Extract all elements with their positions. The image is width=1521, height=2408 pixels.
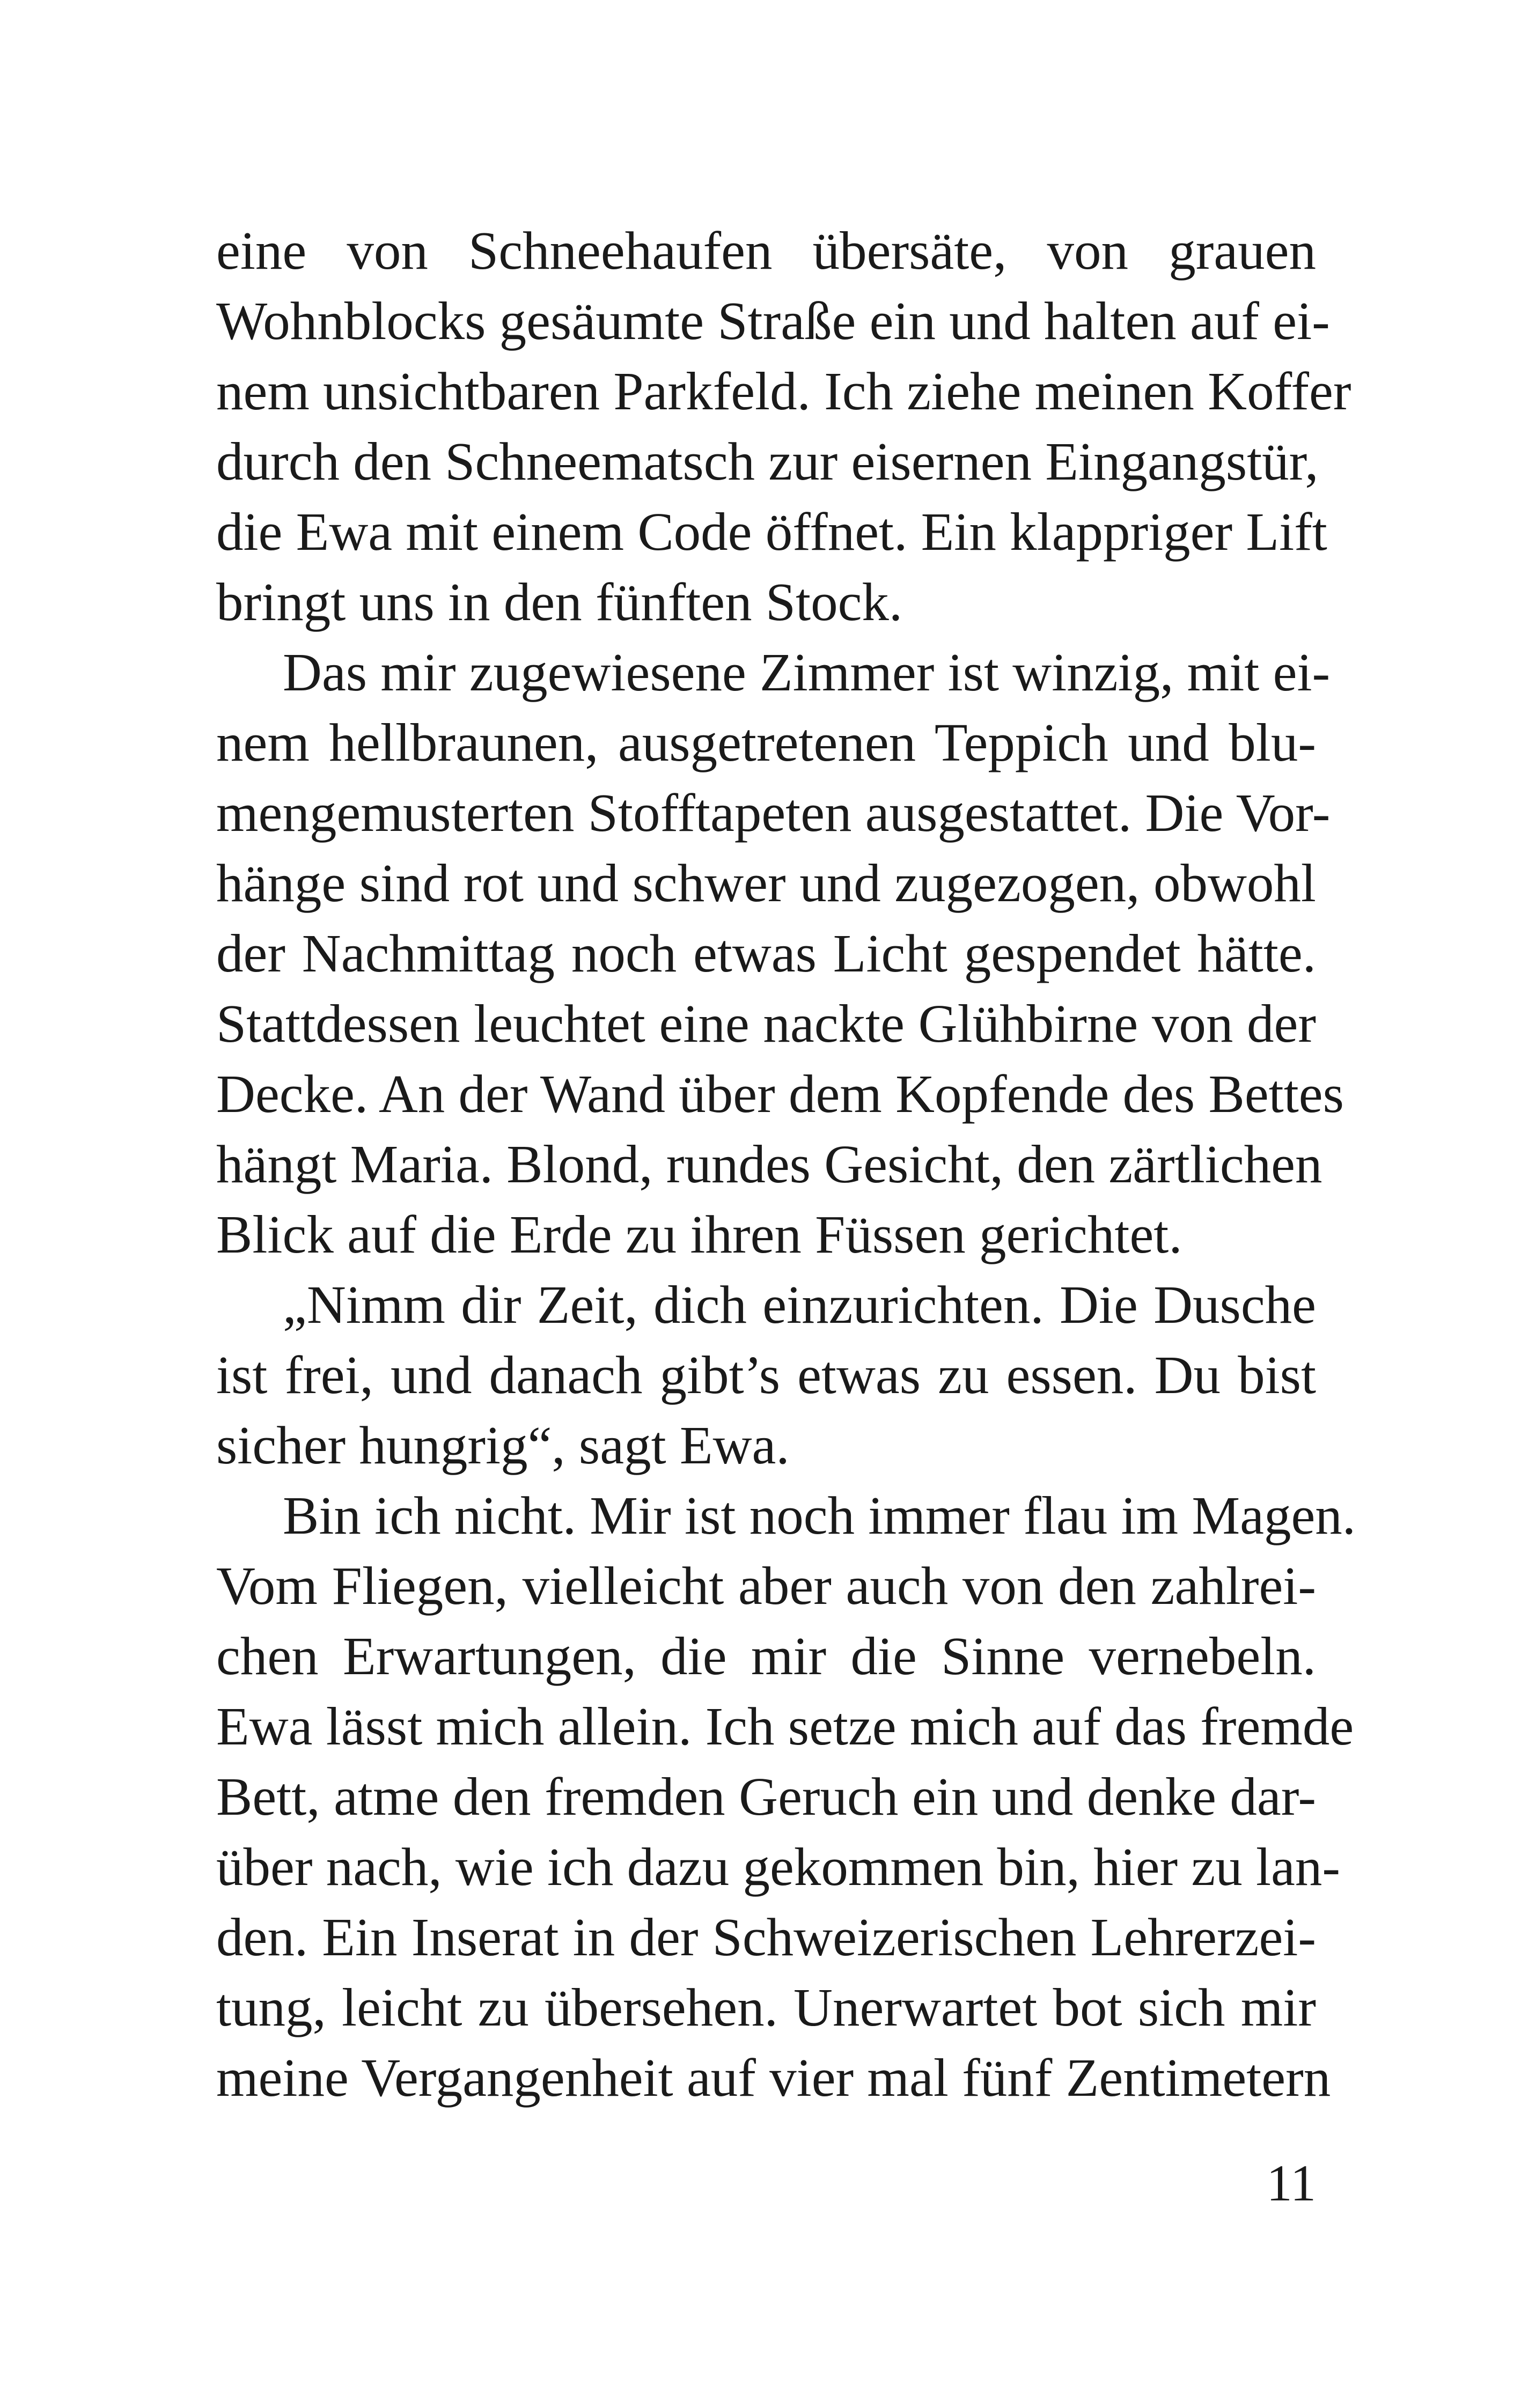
text-line: Bett, atme den fremden Geruch ein und denke dar- — [216, 1766, 1316, 1827]
text-line: Vom Fliegen, vielleicht aber auch von den zahlrei- — [216, 1556, 1316, 1616]
text-line: „Nimm dir Zeit, dich einzurichten. Die Dusche — [283, 1275, 1316, 1335]
body-text — [216, 216, 1356, 2113]
text-line: über nach, wie ich dazu gekommen bin, hier zu lan- — [216, 1837, 1340, 1897]
text-line: ist frei, und danach gibt’s etwas zu essen. Du bist — [216, 1345, 1316, 1405]
text-line: meine Vergangenheit auf vier mal fünf Zentimetern — [216, 2048, 1331, 2108]
paragraph — [216, 216, 1351, 637]
text-line: chen Erwartungen, die mir die Sinne vernebeln. — [216, 1626, 1316, 1686]
text-line: den. Ein Inserat in der Schweizerischen Lehrerzei- — [216, 1907, 1316, 1967]
text-line: hängt Maria. Blond, rundes Gesicht, den zärtlichen — [216, 1134, 1322, 1194]
page-number: 11 — [1266, 2154, 1316, 2212]
text-line: Blick auf die Erde zu ihren Füssen gerichtet. — [216, 1204, 1182, 1264]
text-line: bringt uns in den fünften Stock. — [216, 572, 903, 632]
text-line: hänge sind rot und schwer und zugezogen, obwohl — [216, 853, 1316, 913]
text-line: durch den Schneematsch zur eisernen Eingangstür, — [216, 431, 1319, 491]
text-line: Bin ich nicht. Mir ist noch immer flau im Magen. — [283, 1485, 1356, 1545]
paragraph — [216, 637, 1344, 1270]
text-line: Decke. An der Wand über dem Kopfende des Bettes — [216, 1064, 1344, 1124]
text-line: die Ewa mit einem Code öffnet. Ein klappriger Lift — [216, 502, 1327, 562]
text-line: Das mir zugewiesene Zimmer ist winzig, mit ei- — [283, 642, 1331, 702]
paragraph — [216, 1270, 1316, 1481]
text-line: sicher hungrig“, sagt Ewa. — [216, 1415, 790, 1475]
text-line: Wohnblocks gesäumte Straße ein und halten auf ei- — [216, 291, 1330, 351]
text-line: Stattdessen leuchtet eine nackte Glühbirne von der — [216, 993, 1316, 1054]
text-line: nem hellbraunen, ausgetretenen Teppich und blu- — [216, 712, 1316, 772]
paragraph — [216, 1481, 1356, 2113]
text-line: Ewa lässt mich allein. Ich setze mich auf das fremde — [216, 1696, 1354, 1756]
text-line: der Nachmittag noch etwas Licht gespendet hätte. — [216, 923, 1316, 983]
text-line: mengemusterten Stofftapeten ausgestattet. Die Vor- — [216, 783, 1331, 843]
text-line: tung, leicht zu übersehen. Unerwartet bot sich mir — [216, 1977, 1316, 2037]
text-line: nem unsichtbaren Parkfeld. Ich ziehe meinen Koffer — [216, 361, 1351, 421]
text-line: eine von Schneehaufen übersäte, von grauen — [216, 220, 1316, 281]
